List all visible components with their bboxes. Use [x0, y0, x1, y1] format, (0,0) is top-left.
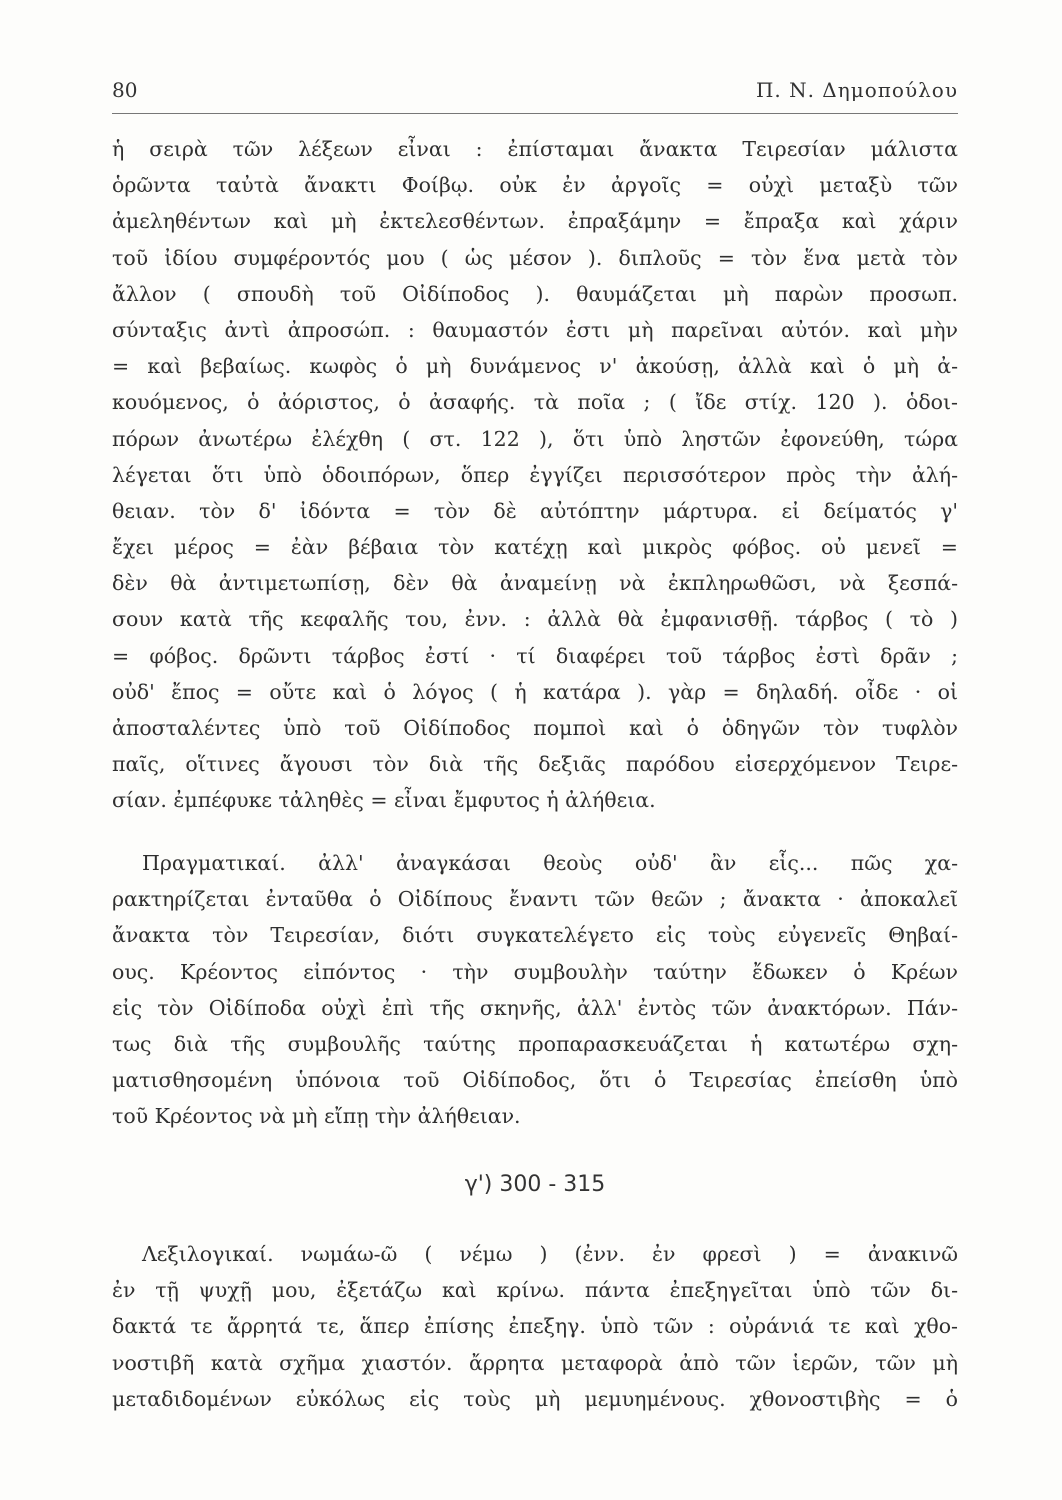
text-line: Πραγματικαί. ἀλλ' ἀναγκάσαι θεοὺς οὐδ' ἂν εἷς... πῶς χα- [142, 851, 958, 875]
text-line: τως διὰ τῆς συμβουλῆς ταύτης προπαρασκευάζεται ἡ κατωτέρω σχη- [112, 1031, 958, 1056]
section-title: γ') 300 - 315 [464, 1172, 606, 1197]
text-line: Λεξιλογικαί. νωμάω-ῶ ( νέμω ) (ἐνν. ἐν φρεσὶ ) = ἀνακινῶ [142, 1242, 958, 1266]
text-line: ἐν τῇ ψυχῇ μου, ἐξετάζω καὶ κρίνω. πάντα ἐπεξηγεῖται ὑπὸ τῶν δι- [112, 1278, 958, 1303]
running-head: Π. Ν. Δημοπούλου [755, 78, 958, 102]
text-line: = φόβος. δρῶντι τάρβος ἐστί · τί διαφέρει τοῦ τάρβος ἐστὶ δρᾶν ; [112, 643, 958, 668]
commentary-paragraph-3 [112, 1236, 958, 1417]
text-line: ἡ σειρὰ τῶν λέξεων εἶναι : ἐπίσταμαι ἄνακτα Τειρεσίαν μάλιστα [112, 137, 958, 161]
text-line: = καὶ βεβαίως. κωφὸς ὁ μὴ δυνάμενος ν' ἀκούσῃ, ἀλλὰ καὶ ὁ μὴ ἀ- [112, 354, 958, 379]
text-line: τοῦ Κρέοντος νὰ μὴ εἴπῃ τὴν ἀλήθειαν. [112, 1104, 521, 1129]
page-number: 80 [112, 78, 138, 102]
text-line: ρακτηρίζεται ἐνταῦθα ὁ Οἰδίπους ἔναντι τῶν θεῶν ; ἄνακτα · ἀποκαλεῖ [112, 887, 958, 912]
text-line: εἰς τὸν Οἰδίποδα οὐχὶ ἐπὶ τῆς σκηνῆς, ἀλλ' ἐντὸς τῶν ἀνακτόρων. Πάν- [112, 995, 958, 1020]
text-line: σουν κατὰ τῆς κεφαλῆς του, ἐνν. : ἀλλὰ θὰ ἐμφανισθῇ. τάρβος ( τὸ ) [112, 607, 958, 632]
page-header [112, 78, 958, 104]
text-line: σίαν. ἐμπέφυκε τἀληθὲς = εἶναι ἔμφυτος ἡ ἀλήθεια. [112, 788, 656, 813]
text-line: νοστιβῆ κατὰ σχῆμα χιαστόν. ἄρρητα μεταφορὰ ἀπὸ τῶν ἱερῶν, τῶν μὴ [112, 1350, 958, 1375]
text-line: ἄνακτα τὸν Τειρεσίαν, διότι συγκατελέγετο εἰς τοὺς εὐγενεῖς Θηβαί- [112, 923, 958, 948]
text-line: πόρων ἀνωτέρω ἐλέχθη ( στ. 122 ), ὅτι ὑπὸ ληστῶν ἐφονεύθη, τώρα [112, 426, 958, 451]
text-line: παῖς, οἵτινες ἄγουσι τὸν διὰ τῆς δεξιᾶς παρόδου εἰσερχόμενον Τειρε- [112, 752, 958, 777]
text-line: ἀποσταλέντες ὑπὸ τοῦ Οἰδίποδος πομποὶ καὶ ὁ ὁδηγῶν τὸν τυφλὸν [112, 716, 958, 740]
text-line: ἄλλον ( σπουδὴ τοῦ Οἰδίποδος ). θαυμάζεται μὴ παρὼν προσωπ. [112, 281, 958, 306]
text-line: ους. Κρέοντος εἰπόντος · τὴν συμβουλὴν ταύτην ἔδωκεν ὁ Κρέων [112, 959, 958, 984]
commentary-paragraph-1 [112, 131, 958, 819]
text-line: δὲν θὰ ἀντιμετωπίσῃ, δὲν θὰ ἀναμείνῃ νὰ ἐκπληρωθῶσι, νὰ ξεσπά- [112, 571, 958, 596]
text-line: τοῦ ἰδίου συμφέροντός μου ( ὡς μέσον ). διπλοῦς = τὸν ἕνα μετὰ τὸν [112, 245, 958, 270]
text-line: ἀμεληθέντων καὶ μὴ ἐκτελεσθέντων. ἐπραξάμην = ἔπραξα καὶ χάριν [112, 209, 958, 234]
text-line: κουόμενος, ὁ ἀόριστος, ὁ ἀσαφής. τὰ ποῖα ; ( ἴδε στίχ. 120 ). ὁδοι- [112, 390, 958, 415]
text-line: ἔχει μέρος = ἐὰν βέβαια τὸν κατέχῃ καὶ μικρὸς φόβος. οὐ μενεῖ = [112, 535, 958, 560]
text-line: σύνταξις ἀντὶ ἀπροσώπ. : θαυμαστόν ἐστι μὴ παρεῖναι αὐτόν. καὶ μὴν [112, 317, 958, 342]
text-line: λέγεται ὅτι ὑπὸ ὁδοιπόρων, ὅπερ ἐγγίζει περισσότερον πρὸς τὴν ἀλή- [112, 462, 958, 487]
text-line: οὐδ' ἔπος = οὔτε καὶ ὁ λόγος ( ἡ κατάρα ). γὰρ = δηλαδή. οἶδε · οἱ [112, 679, 958, 704]
text-line: ματισθησομένη ὑπόνοια τοῦ Οἰδίποδος, ὅτι ὁ Τειρεσίας ἐπείσθη ὑπὸ [112, 1068, 958, 1093]
text-line: θειαν. τὸν δ' ἰδόντα = τὸν δὲ αὐτόπτην μάρτυρα. εἰ δείματός γ' [112, 498, 958, 523]
commentary-paragraph-2 [112, 845, 958, 1135]
text-line: μεταδιδομένων εὐκόλως εἰς τοὺς μὴ μεμυημένους. χθονοστιβὴς = ὁ [112, 1386, 958, 1411]
header-rule [112, 113, 958, 114]
text-line: ὁρῶντα ταὐτὰ ἄνακτι Φοίβῳ. οὐκ ἐν ἀργοῖς = οὐχὶ μεταξὺ τῶν [112, 173, 958, 198]
text-line: δακτά τε ἄρρητά τε, ἅπερ ἐπίσης ἐπεξηγ. ὑπὸ τῶν : οὐράνιά τε καὶ χθο- [112, 1314, 958, 1339]
